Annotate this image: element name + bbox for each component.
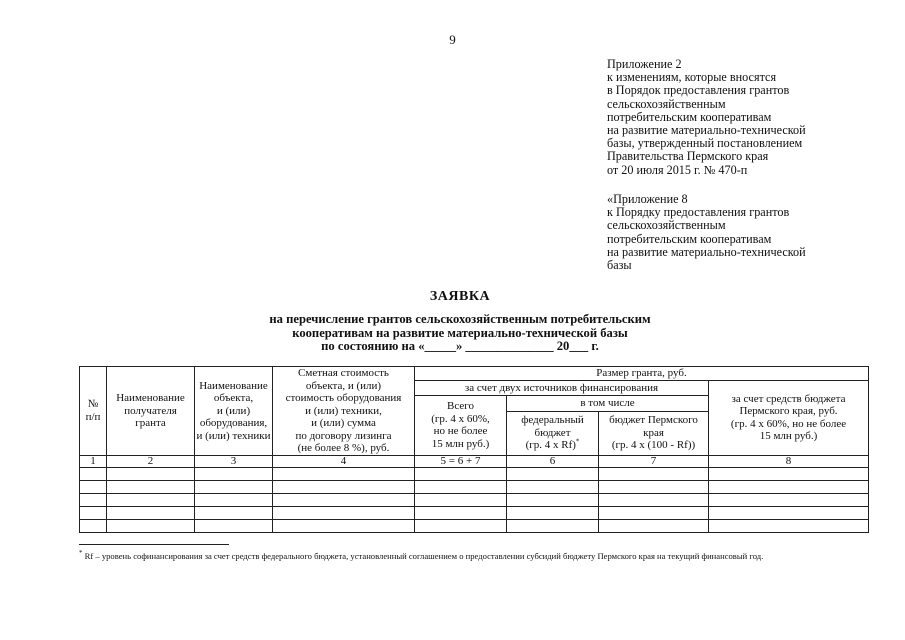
page-number: 9 xyxy=(449,32,456,47)
footnote xyxy=(79,550,868,563)
appendix-line: сельскохозяйственным xyxy=(607,96,726,111)
column-number: 3 xyxy=(195,455,273,467)
footnote-marker: * xyxy=(575,437,580,446)
column-number: 5 = 6 + 7 xyxy=(415,455,507,467)
title-line-2: кооперативам на развитие материально-технической базы xyxy=(292,325,628,340)
table-row xyxy=(80,493,869,506)
footnote-mark: * xyxy=(79,549,83,558)
header-two-sources: за счет двух источников финансирования xyxy=(415,380,709,396)
appendix-quote-line: потребительским кооперативам xyxy=(607,231,772,246)
grant-table xyxy=(79,366,869,533)
appendix-line: Приложение 2 xyxy=(607,57,682,71)
header-recipient: Наименование получателя гранта xyxy=(107,367,195,456)
column-number: 2 xyxy=(107,455,195,467)
appendix-quote-line: базы xyxy=(607,258,632,273)
column-numbers-row xyxy=(80,455,869,467)
appendix-line: от 20 июля 2015 г. № 470-п xyxy=(607,162,748,177)
table-row xyxy=(80,480,869,493)
header-regional: бюджет Пермского края (гр. 4 х (100 - Rf)) xyxy=(599,411,709,455)
column-number: 7 xyxy=(599,455,709,467)
title-line-3: по состоянию на «_____» ______________ 20___ г. xyxy=(321,339,599,353)
header-federal: федеральный бюджет (гр. 4 х Rf)* xyxy=(507,411,599,455)
table-row xyxy=(80,519,869,532)
appendix-quote-line: сельскохозяйственным xyxy=(607,218,726,233)
column-number: 1 xyxy=(80,455,107,467)
header-including: в том числе xyxy=(507,396,709,412)
header-perm-only: за счет средств бюджета Пермского края, руб. (гр. 4 х 60%, но не более 15 млн руб.) xyxy=(709,380,869,455)
appendix-line: потребительским кооперативам xyxy=(607,109,772,124)
document-title xyxy=(150,289,770,354)
appendix-line: Правительства Пермского края xyxy=(607,149,769,164)
column-number: 6 xyxy=(507,455,599,467)
appendix-line: на развитие материально-технической xyxy=(607,123,806,138)
appendix-quote-line: «Приложение 8 xyxy=(607,192,688,206)
column-number: 8 xyxy=(709,455,869,467)
header-num: № п/п xyxy=(80,367,107,456)
table-row xyxy=(80,506,869,519)
table-row xyxy=(80,467,869,480)
appendix-quote xyxy=(607,193,897,272)
footnote-text: Rf – уровень софинансирования за счет средств федерального бюджета, установленный соглашением о предоставлении субсидий бюджету Пермского края на текущий финансовый год. xyxy=(82,551,764,561)
footnote-divider xyxy=(79,544,229,545)
appendix-line: к изменениям, которые вносятся xyxy=(607,70,777,85)
appendix-line: в Порядок предоставления грантов xyxy=(607,83,790,98)
title-main: ЗАЯВКА xyxy=(429,289,491,304)
header-grant-size: Размер гранта, руб. xyxy=(415,367,869,381)
appendix-quote-line: на развитие материально-технической xyxy=(607,244,806,259)
header-cost: Сметная стоимость объекта, и (или) стоимость оборудования и (или) техники, и (или) сумма по договору лизинга (не более 8 %), руб. xyxy=(273,367,415,456)
appendix-line: базы, утвержденный постановлением xyxy=(607,136,803,151)
header-total: Всего (гр. 4 х 60%, но не более 15 млн руб.) xyxy=(415,396,507,456)
title-line-1: на перечисление грантов сельскохозяйственным потребительским xyxy=(269,312,651,326)
column-number: 4 xyxy=(273,455,415,467)
header-object: Наименование объекта, и (или) оборудования, и (или) техники xyxy=(195,367,273,456)
appendix-header xyxy=(607,58,897,177)
appendix-quote-line: к Порядку предоставления грантов xyxy=(607,205,790,220)
